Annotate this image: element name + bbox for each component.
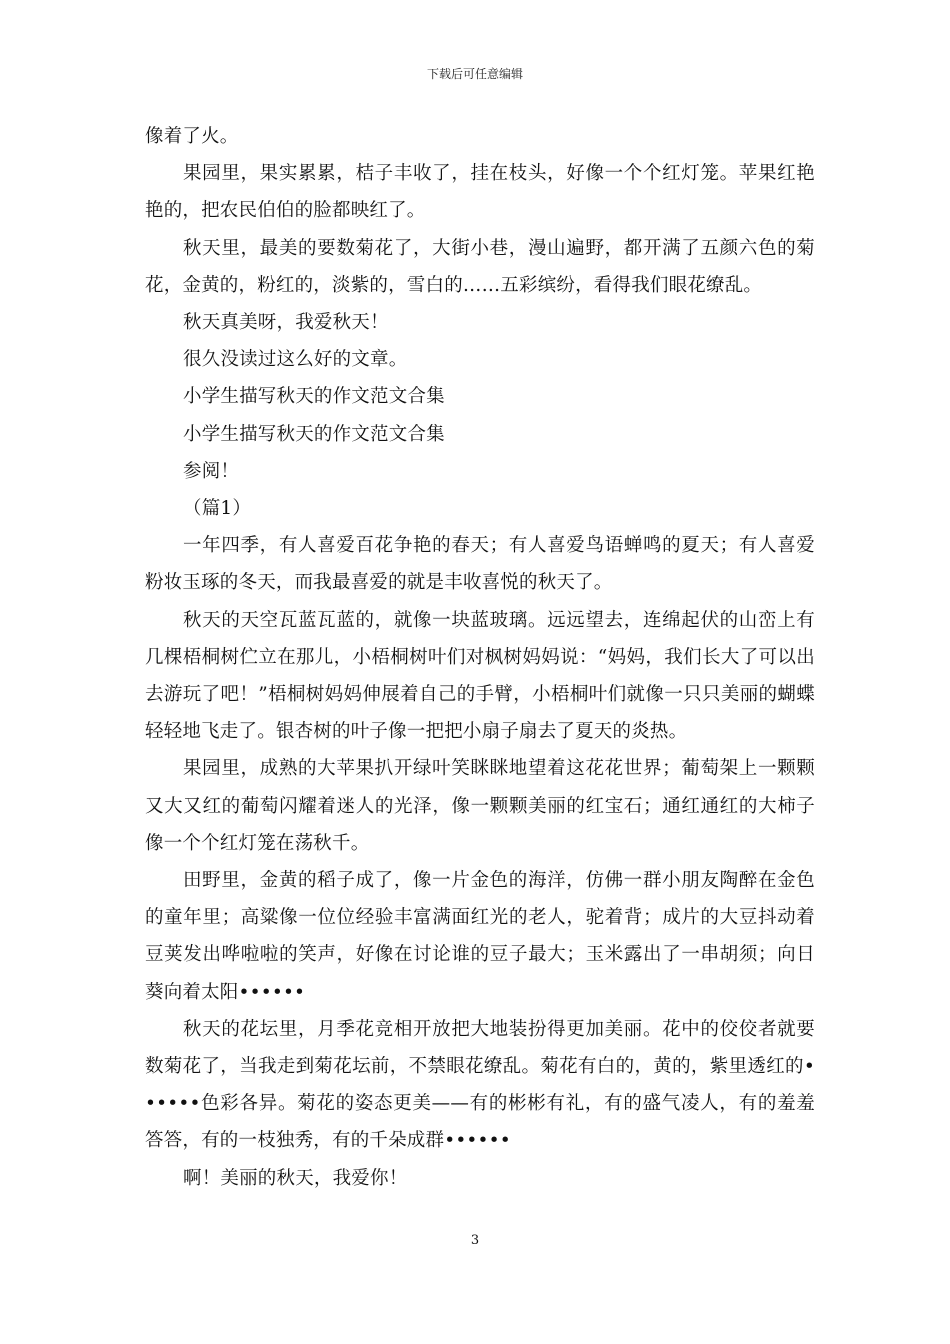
paragraph-12: 果园里，成熟的大苹果扒开绿叶笑眯眯地望着这花花世界；葡萄架上一颗颗又大又红的葡萄闪耀着迷人的光泽，像一颗颗美丽的红宝石；通红通红的大柿子像一个个红灯笼在荡秋千。 <box>145 758 815 854</box>
paragraph-3: 秋天里，最美的要数菊花了，大街小巷，漫山遍野，都开满了五颜六色的菊花，金黄的，粉红的，淡紫的，雪白的……五彩缤纷，看得我们眼花缭乱。 <box>145 237 815 296</box>
document-body <box>145 118 815 1197</box>
page-number: 3 <box>470 1233 480 1248</box>
paragraph-8: 参阅！ <box>183 460 240 482</box>
paragraph-10: 一年四季，有人喜爱百花争艳的春天；有人喜爱鸟语蝉鸣的夏天；有人喜爱粉妆玉琢的冬天，而我最喜爱的就是丰收喜悦的秋天了。 <box>145 535 815 594</box>
paragraph-2: 果园里，果实累累，桔子丰收了，挂在枝头，好像一个个红灯笼。苹果红艳艳的，把农民伯伯的脸都映红了。 <box>145 163 815 222</box>
paragraph-1: 像着了火。 <box>145 126 239 147</box>
page-header: 下载后可任意编辑 <box>426 67 523 81</box>
paragraph-14: 秋天的花坛里，月季花竞相开放把大地装扮得更加美丽。花中的佼佼者就要数菊花了，当我走到菊花坛前，不禁眼花缭乱。菊花有白的，黄的，紫里透红的••••••色彩各异。菊花的姿态更美——有的彬彬有礼，有的盛气凌人，有的羞羞答答，有的一枝独秀，有的千朵成群•••••• <box>145 1018 815 1152</box>
paragraph-13: 田野里，金黄的稻子成了，像一片金色的海洋，仿佛一群小朋友陶醉在金色的童年里；高粱像一位位经验丰富满面红光的老人，驼着背；成片的大豆抖动着豆荚发出哗啦啦的笑声，好像在讨论谁的豆子最大；玉米露出了一串胡须；向日葵向着太阳•••••• <box>145 870 815 1003</box>
paragraph-5: 很久没读过这么好的文章。 <box>183 349 408 371</box>
paragraph-7: 小学生描写秋天的作文范文合集 <box>183 423 445 445</box>
paragraph-9: （篇1） <box>183 498 252 520</box>
paragraph-6: 小学生描写秋天的作文范文合集 <box>183 386 445 408</box>
paragraph-4: 秋天真美呀，我爱秋天！ <box>183 312 389 334</box>
paragraph-11: 秋天的天空瓦蓝瓦蓝的，就像一块蓝玻璃。远远望去，连绵起伏的山峦上有几棵梧桐树伫立在那儿，小梧桐树叶们对枫树妈妈说：“妈妈，我们长大了可以出去游玩了吧！”梧桐树妈妈伸展着自己的手臂，小梧桐叶们就像一只只美丽的蝴蝶轻轻地飞走了。银杏树的叶子像一把把小扇子扇去了夏天的炎热。 <box>145 609 815 743</box>
paragraph-15: 啊！美丽的秋天，我爱你！ <box>183 1167 408 1189</box>
